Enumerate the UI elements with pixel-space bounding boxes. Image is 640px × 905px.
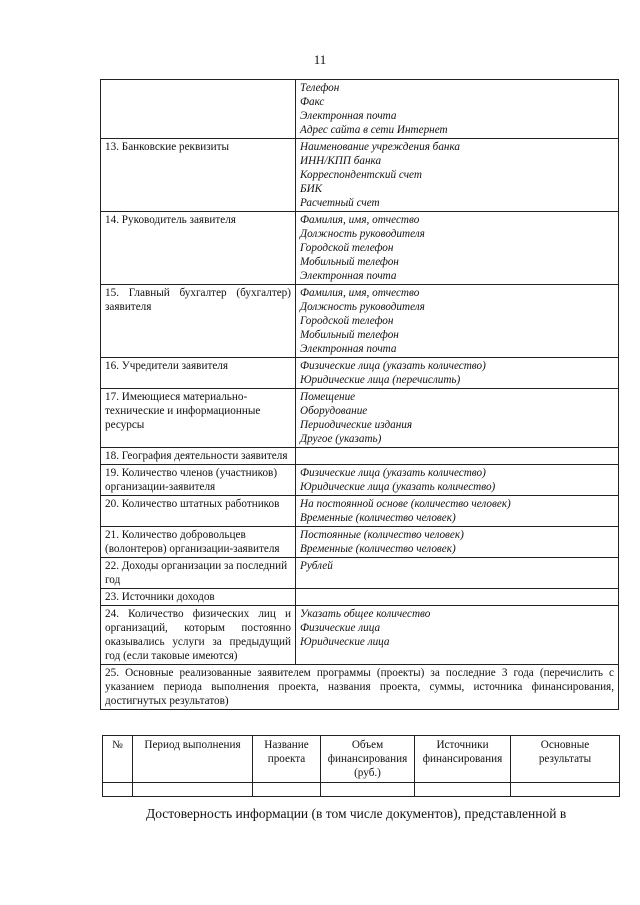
field-label: 22. Доходы организации за последний год: [101, 558, 296, 589]
field-value-line: Адрес сайта в сети Интернет: [300, 124, 448, 136]
form-row: [101, 558, 619, 589]
field-label: 15. Главный бухгалтер (бухгалтер) заявителя: [101, 285, 296, 358]
form-row: [101, 589, 619, 606]
field-value-line: ИНН/КПП банка: [300, 155, 382, 167]
field-label: 16. Учредители заявителя: [101, 358, 296, 389]
field-label: 20. Количество штатных работников: [101, 496, 296, 527]
header-main-results: Основные результаты: [511, 736, 620, 783]
field-value-line: Оборудование: [300, 405, 368, 417]
field-values: [296, 558, 619, 589]
header-funding-amount: Объем финансирования (руб.): [321, 736, 415, 783]
field-value-line: Телефон: [300, 82, 340, 94]
field-values: [296, 80, 619, 139]
field-value-line: Помещение: [300, 391, 356, 403]
form-row: [101, 80, 619, 139]
field-value-line: Городской телефон: [300, 315, 394, 327]
field-value-line: Должность руководителя: [300, 301, 425, 313]
field-values: [296, 212, 619, 285]
field-label: 21. Количество добровольцев (волонтеров) организации-заявителя: [101, 527, 296, 558]
field-values: [296, 496, 619, 527]
field-value-line: Электронная почта: [300, 110, 397, 122]
empty-cell: [253, 783, 321, 797]
empty-cell: [511, 783, 620, 797]
field-label: 13. Банковские реквизиты: [101, 139, 296, 212]
field-values: [296, 606, 619, 665]
field-values: [296, 389, 619, 448]
field-label: 14. Руководитель заявителя: [101, 212, 296, 285]
field-value-line: Мобильный телефон: [300, 329, 399, 341]
field-value-line: Должность руководителя: [300, 228, 425, 240]
field-values: [296, 285, 619, 358]
field-value-line: Указать общее количество: [300, 608, 431, 620]
form-row-25: [101, 665, 619, 710]
field-label: 18. География деятельности заявителя: [101, 448, 296, 465]
header-number: №: [103, 736, 133, 783]
field-label: [101, 80, 296, 139]
field-value-line: Городской телефон: [300, 242, 394, 254]
header-funding-sources: Источники финансирования: [415, 736, 511, 783]
form-row: [101, 527, 619, 558]
results-header-row: [103, 736, 620, 783]
field-value-line: Юридические лица (перечислить): [300, 374, 461, 386]
field-value-line: Рублей: [300, 560, 333, 572]
form-row: [101, 448, 619, 465]
field-value-line: Физические лица (указать количество): [300, 467, 486, 479]
projects-results-table: [102, 735, 620, 797]
empty-cell: [103, 783, 133, 797]
field-value-line: Фамилия, имя, отчество: [300, 214, 420, 226]
field-value-line: Юридические лица: [300, 636, 390, 648]
field-value-line: Электронная почта: [300, 343, 397, 355]
empty-cell: [133, 783, 253, 797]
field-value-line: Мобильный телефон: [300, 256, 399, 268]
field-value-line: Расчетный счет: [300, 197, 380, 209]
field-value-line: Электронная почта: [300, 270, 397, 282]
field-values: [296, 589, 619, 606]
field-values: [296, 139, 619, 212]
empty-cell: [415, 783, 511, 797]
header-project-name: Название проекта: [253, 736, 321, 783]
field-label: 23. Источники доходов: [101, 589, 296, 606]
field-value-line: Корреспондентский счет: [300, 169, 422, 181]
form-row: [101, 496, 619, 527]
field-values: [296, 358, 619, 389]
form-row: [101, 465, 619, 496]
field-value-line: Временные (количество человек): [300, 512, 456, 524]
page-number: 11: [313, 52, 327, 67]
field-label: 17. Имеющиеся материально-технические и информационные ресурсы: [101, 389, 296, 448]
field-label: 24. Количество физических лиц и организаций, которым постоянно оказывались услуги за предыдущий год (если таковые имеются): [101, 606, 296, 665]
field-value-line: Физические лица (указать количество): [300, 360, 486, 372]
footer-text: Достоверность информации (в том числе документов), представленной в: [146, 806, 567, 821]
field-values: [296, 527, 619, 558]
results-empty-row: [103, 783, 620, 797]
field-value-line: Наименование учреждения банка: [300, 141, 461, 153]
field-value-line: Другое (указать): [300, 433, 382, 445]
field-values: [296, 465, 619, 496]
form-row: [101, 389, 619, 448]
empty-cell: [321, 783, 415, 797]
form-row: [101, 606, 619, 665]
form-row: [101, 285, 619, 358]
form-row: [101, 212, 619, 285]
field-value-line: Физические лица: [300, 622, 381, 634]
header-period: Период выполнения: [133, 736, 253, 783]
form-row: [101, 139, 619, 212]
field-value-line: Временные (количество человек): [300, 543, 456, 555]
form-row: [101, 358, 619, 389]
field-value-line: Периодические издания: [300, 419, 413, 431]
field-label: 19. Количество членов (участников) организации-заявителя: [101, 465, 296, 496]
field-value-line: Постоянные (количество человек): [300, 529, 464, 541]
field-value-line: БИК: [300, 183, 323, 195]
projects-description: 25. Основные реализованные заявителем программы (проекты) за последние 3 года (перечислить с указанием периода выполнения проекта, названия проекта, суммы, источника финансирования, достигнутых результатов): [101, 665, 619, 710]
field-value-line: Юридические лица (указать количество): [300, 481, 496, 493]
field-value-line: Фамилия, имя, отчество: [300, 287, 420, 299]
field-value-line: Факс: [300, 96, 325, 108]
field-value-line: На постоянной основе (количество человек): [300, 498, 511, 510]
application-form-table: [100, 79, 619, 710]
field-values: [296, 448, 619, 465]
